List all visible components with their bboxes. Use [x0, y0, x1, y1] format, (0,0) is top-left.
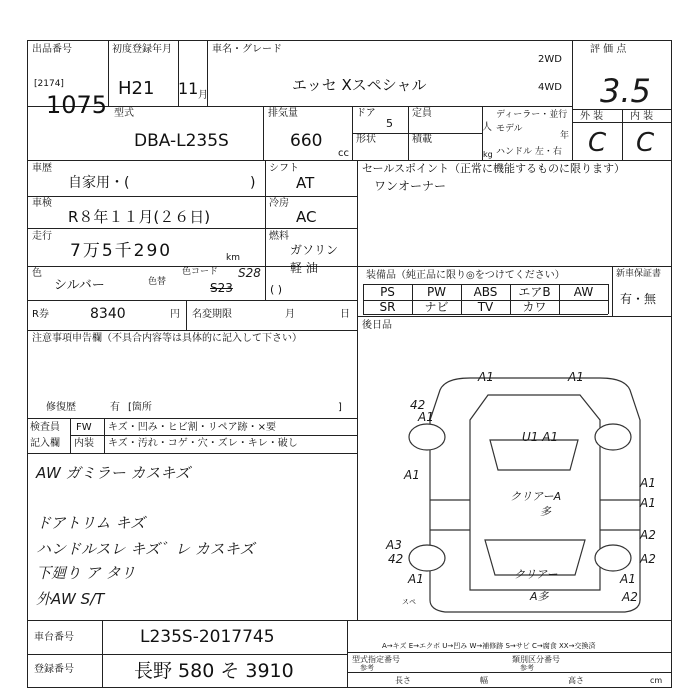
notes-label: 注意事項申告欄（不具合内容等は具体的に記入して下さい）	[32, 333, 302, 344]
damage-mark: A3	[386, 538, 402, 552]
handle-label: ハンドル 左・右	[496, 147, 562, 157]
warranty-label: 新車保証書	[616, 269, 662, 279]
name-change-day: 日	[340, 309, 350, 320]
history-label: 車歴	[32, 163, 52, 174]
plate-label: 登録番号	[34, 664, 74, 675]
exterior-label: 外 装	[580, 111, 604, 122]
equip-aw: AW	[573, 285, 594, 299]
chassis-value: L235S-2017745	[140, 627, 275, 647]
interior-item-text: キズ・汚れ・コゲ・穴・ズレ・キレ・破し	[108, 438, 298, 449]
equip-abs: ABS	[473, 285, 498, 299]
drive-2wd: 2WD	[538, 54, 562, 65]
handwritten-note: 外AW S/T	[36, 590, 105, 608]
history-close: )	[250, 175, 256, 191]
fw-label: FW	[76, 422, 92, 433]
displacement-value: 660	[290, 131, 323, 151]
type-designation-label: 型式指定番号	[352, 655, 400, 664]
car-name: エッセ Xスペシャル	[292, 76, 427, 94]
mileage-value: 7万5千290	[70, 241, 173, 261]
damage-mark: A1	[478, 370, 494, 384]
damage-mark: A2	[640, 528, 656, 542]
equip-tv: TV	[477, 300, 494, 314]
model-year-unit: 年	[560, 131, 570, 141]
recycle-unit: 円	[170, 309, 180, 320]
shape-label: 形状	[356, 134, 376, 145]
equip-ps: PS	[380, 285, 395, 299]
damage-mark: クリアー	[514, 568, 558, 581]
equipment-label: 装備品（純正品に限り◎をつけてください）	[366, 270, 565, 281]
damage-mark: A1	[620, 572, 636, 586]
inspector-label: 検査員	[30, 422, 60, 433]
equip-navi: ナビ	[424, 300, 449, 314]
rating-label: 評 価 点	[590, 44, 627, 55]
color-label: 色	[32, 268, 42, 279]
fuel-paren: ( )	[270, 283, 283, 296]
cm-unit: cm	[650, 676, 663, 685]
fuel-label: 燃料	[269, 231, 289, 242]
handwritten-note: ハンドルスレ キズ゛レ カスキズ	[36, 540, 255, 558]
shift-label: シフト	[269, 163, 299, 174]
name-change-label: 名変期限	[192, 309, 232, 320]
recycle-value: 8340	[90, 306, 126, 322]
handwritten-note: 下廻り ア タリ	[36, 564, 136, 582]
fuel-alt: 軽 油	[290, 261, 318, 275]
damage-mark: A1	[640, 496, 656, 510]
color-change-label: 色替	[148, 277, 167, 287]
selling-points-label: セールスポイント（正常に機能するものに限ります）	[362, 162, 626, 175]
interior-label: 内 装	[630, 111, 654, 122]
damage-mark: A多	[530, 590, 549, 603]
first-reg-era-year: H21	[118, 78, 155, 99]
capacity-unit: 人	[482, 122, 492, 133]
damage-mark: A1	[404, 468, 420, 482]
color-value: シルバー	[54, 278, 105, 293]
damage-mark: A1	[418, 410, 434, 424]
shift-value: AT	[296, 174, 315, 192]
displacement-label: 排気量	[268, 108, 298, 119]
entry-label: 記入欄	[30, 438, 60, 449]
interior-item-label: 内装	[74, 438, 94, 449]
car-name-label: 車名・グレード	[212, 44, 282, 55]
warranty-value: 有・無	[620, 292, 657, 306]
plate-value: 長野 580 そ 3910	[134, 660, 294, 682]
inspection-label: 車検	[32, 198, 52, 209]
doors-label: ドア	[356, 108, 376, 119]
equip-sr: SR	[379, 300, 396, 314]
mileage-label: 走行	[32, 231, 52, 242]
rating-value: 3.5	[600, 72, 651, 110]
first-reg-label: 初度登録年月	[112, 44, 172, 55]
mileage-unit: km	[226, 253, 240, 263]
equip-leather: カワ	[522, 300, 547, 314]
model-year-label: モデル	[496, 124, 523, 134]
height-label: 高さ	[568, 676, 584, 685]
damage-mark: クリアーA	[510, 490, 562, 503]
ac-value: AC	[296, 208, 317, 226]
month-unit: 月	[198, 90, 208, 101]
history-value: 自家用・(	[68, 175, 130, 191]
repair-history-label: 修復歴	[46, 402, 76, 413]
damage-mark: 42	[410, 398, 426, 412]
damage-mark: スペ	[402, 598, 416, 606]
length-label: 長さ	[395, 676, 411, 685]
repair-history-detail: [箇所	[128, 402, 152, 413]
equip-airbag: エアB	[518, 285, 551, 299]
ac-label: 冷房	[269, 198, 289, 209]
doors-value: 5	[386, 117, 393, 130]
color-code-handwritten: S28	[238, 266, 261, 280]
inspection-value: R８年１１月(２６日)	[68, 208, 211, 226]
lot-code: [2174]	[34, 79, 64, 89]
damage-mark: 42	[388, 552, 404, 566]
load-unit: kg	[483, 150, 493, 159]
model-value: DBA-L235S	[134, 131, 229, 151]
fw-text: キズ・凹み・ヒビ割・リペア跡・×要	[108, 422, 276, 433]
recycle-label: R券	[32, 309, 49, 320]
color-code-label: 色コード	[182, 267, 219, 277]
repair-history-close: ]	[338, 402, 342, 413]
exterior-grade: C	[588, 128, 607, 158]
interior-grade: C	[636, 128, 655, 158]
damage-mark: A1	[408, 572, 424, 586]
equip-pw: PW	[426, 285, 447, 299]
damage-mark: A1	[568, 370, 584, 384]
drive-4wd: 4WD	[538, 82, 562, 93]
color-code-value: S23	[210, 281, 233, 295]
damage-mark: A2	[622, 590, 638, 604]
damage-mark: 多	[540, 505, 551, 518]
damage-mark: A2	[640, 552, 656, 566]
fuel-value: ガソリン	[290, 243, 339, 257]
selling-points-value: ワンオーナー	[374, 179, 447, 193]
damage-mark: U1 A1	[522, 430, 559, 444]
reference-label: 参考	[520, 664, 534, 672]
damage-mark: A1	[640, 476, 656, 490]
load-label: 積載	[412, 134, 432, 145]
model-label: 型式	[114, 108, 134, 119]
width-label: 幅	[480, 676, 488, 685]
class-number-label: 類別区分番号	[512, 655, 560, 664]
handwritten-note: AW ガミラー カスキズ	[36, 464, 191, 482]
rear-items-label: 後日品	[362, 320, 392, 331]
lot-number: 1075	[46, 91, 108, 119]
repair-history-value: 有	[110, 402, 120, 413]
dealer-label: ディーラー・並行	[496, 110, 568, 120]
damage-legend: A→キズ E→エクボ U→凹み W→補修跡 S→サビ C→腐食 XX→交換済	[382, 642, 596, 650]
chassis-label: 車台番号	[34, 632, 74, 643]
lot-number-label: 出品番号	[32, 44, 72, 55]
reference-label: 参考	[360, 664, 374, 672]
displacement-unit: cc	[338, 148, 349, 159]
capacity-label: 定員	[412, 108, 432, 119]
first-reg-month: 11	[178, 79, 199, 98]
handwritten-note: ドアトリム キズ	[36, 514, 146, 532]
name-change-month: 月	[285, 309, 295, 320]
